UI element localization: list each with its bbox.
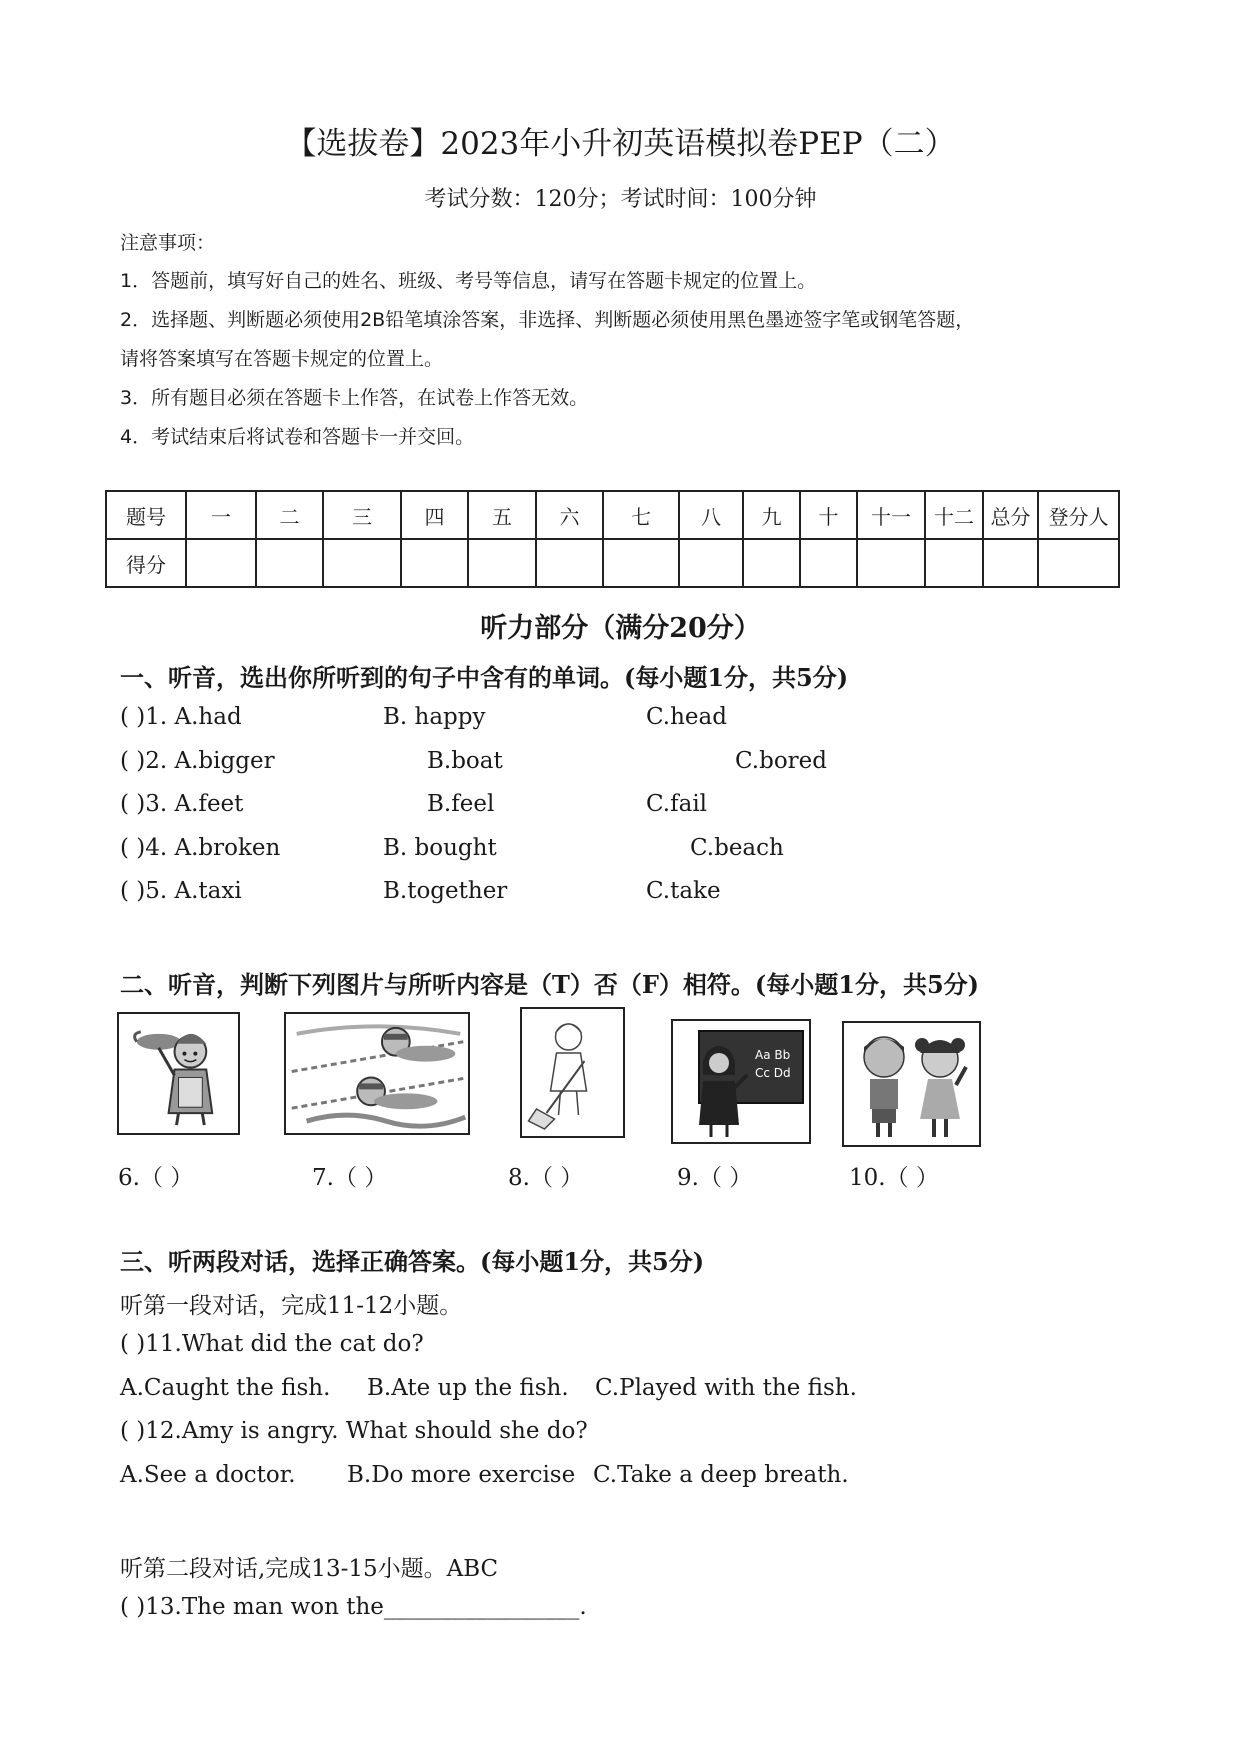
option-c: C.Take a deep breath. (593, 1462, 849, 1488)
boy-girl-picture (842, 1021, 981, 1147)
score-table-score-row (106, 539, 1119, 587)
picture-answer-6[interactable]: 6.（ ） (118, 1165, 194, 1191)
score-cell[interactable] (983, 539, 1038, 587)
question-11: ( )11.What did the cat do? (120, 1331, 424, 1357)
table-cell: 二 (256, 491, 323, 539)
note-item: 3．所有题目必须在答题卡上作答，在试卷上作答无效。 (120, 387, 589, 409)
table-cell: 九 (743, 491, 800, 539)
table-cell: 五 (468, 491, 536, 539)
table-cell: 三 (323, 491, 401, 539)
option-c: C.head (646, 704, 727, 730)
option-b: B.together (383, 878, 508, 904)
table-cell: 总分 (983, 491, 1038, 539)
score-cell[interactable] (401, 539, 468, 587)
exam-info: 考试分数：120分；考试时间：100分钟 (424, 187, 817, 212)
table-cell: 四 (401, 491, 468, 539)
dialog1-intro: 听第一段对话，完成11-12小题。 (120, 1293, 463, 1319)
section2-heading: 二、听音，判断下列图片与所听内容是（T）否（F）相符。(每小题1分，共5分) (120, 970, 980, 999)
blackboard-text: Cc Dd (755, 1066, 791, 1080)
cooking-girl-picture (117, 1012, 240, 1135)
score-cell[interactable] (256, 539, 323, 587)
table-cell: 题号 (106, 491, 186, 539)
score-cell[interactable] (1038, 539, 1119, 587)
score-cell[interactable] (603, 539, 679, 587)
dialog2-intro: 听第二段对话,完成13-15小题。ABC (120, 1556, 499, 1582)
score-cell[interactable] (679, 539, 743, 587)
option-b: B. bought (383, 835, 497, 861)
table-cell: 六 (536, 491, 603, 539)
note-item: 2．选择题、判断题必须使用2B铅笔填涂答案，非选择、判断题必须使用黑色墨迹签字笔或钢笔答题， (120, 309, 975, 331)
score-cell[interactable] (857, 539, 925, 587)
question-3: ( )3. A.feet (120, 791, 244, 817)
teacher-blackboard-picture (671, 1019, 811, 1144)
score-cell[interactable] (925, 539, 983, 587)
question-5: ( )5. A.taxi (120, 878, 242, 904)
notes-heading: 注意事项： (120, 232, 216, 254)
note-item: 1．答题前，填写好自己的姓名、班级、考号等信息，请写在答题卡规定的位置上。 (120, 270, 817, 292)
question-4: ( )4. A.broken (120, 835, 281, 861)
table-cell: 得分 (106, 539, 186, 587)
question-13: ( )13.The man won the_________________. (120, 1594, 587, 1620)
option-b: B.Ate up the fish. (367, 1375, 569, 1401)
table-cell: 十二 (925, 491, 983, 539)
question-1: ( )1. A.had (120, 704, 242, 730)
sweeping-girl-picture (520, 1007, 625, 1138)
score-cell[interactable] (186, 539, 256, 587)
picture-answer-9[interactable]: 9.（ ） (677, 1165, 753, 1191)
score-table-header-row (106, 491, 1119, 539)
option-b: B.boat (427, 748, 503, 774)
option-c: C.fail (646, 791, 708, 817)
option-a: A.Caught the fish. (120, 1375, 331, 1401)
score-cell[interactable] (536, 539, 603, 587)
option-b: B. happy (383, 704, 486, 730)
option-c: C.take (646, 878, 721, 904)
question-2: ( )2. A.bigger (120, 748, 275, 774)
swimming-boys-picture (284, 1012, 470, 1135)
option-c: C.bored (735, 748, 827, 774)
section3-heading: 三、听两段对话，选择正确答案。(每小题1分，共5分) (120, 1247, 705, 1276)
option-c: C.Played with the fish. (595, 1375, 857, 1401)
table-cell: 一 (186, 491, 256, 539)
score-table (105, 490, 1120, 588)
blackboard-text: Aa Bb (755, 1048, 791, 1062)
page-title: 【选拔卷】2023年小升初英语模拟卷PEP（二） (285, 126, 956, 162)
picture-answer-7[interactable]: 7.（ ） (312, 1165, 388, 1191)
question-12: ( )12.Amy is angry. What should she do? (120, 1418, 588, 1444)
section1-heading: 一、听音，选出你所听到的句子中含有的单词。(每小题1分，共5分) (120, 663, 849, 692)
score-cell[interactable] (468, 539, 536, 587)
note-item: 4．考试结束后将试卷和答题卡一并交回。 (120, 426, 475, 448)
table-cell: 八 (679, 491, 743, 539)
table-cell: 七 (603, 491, 679, 539)
option-c: C.beach (690, 835, 784, 861)
option-b: B.Do more exercise (347, 1462, 576, 1488)
picture-answer-8[interactable]: 8.（ ） (508, 1165, 584, 1191)
score-cell[interactable] (800, 539, 857, 587)
table-cell: 十 (800, 491, 857, 539)
option-a: A.See a doctor. (120, 1462, 296, 1488)
listening-part-heading: 听力部分（满分20分） (480, 613, 761, 644)
note-item: 请将答案填写在答题卡规定的位置上。 (120, 348, 444, 370)
score-cell[interactable] (743, 539, 800, 587)
score-cell[interactable] (323, 539, 401, 587)
table-cell: 十一 (857, 491, 925, 539)
picture-answer-10[interactable]: 10.（ ） (849, 1165, 939, 1191)
option-b: B.feel (427, 791, 495, 817)
table-cell: 登分人 (1038, 491, 1119, 539)
